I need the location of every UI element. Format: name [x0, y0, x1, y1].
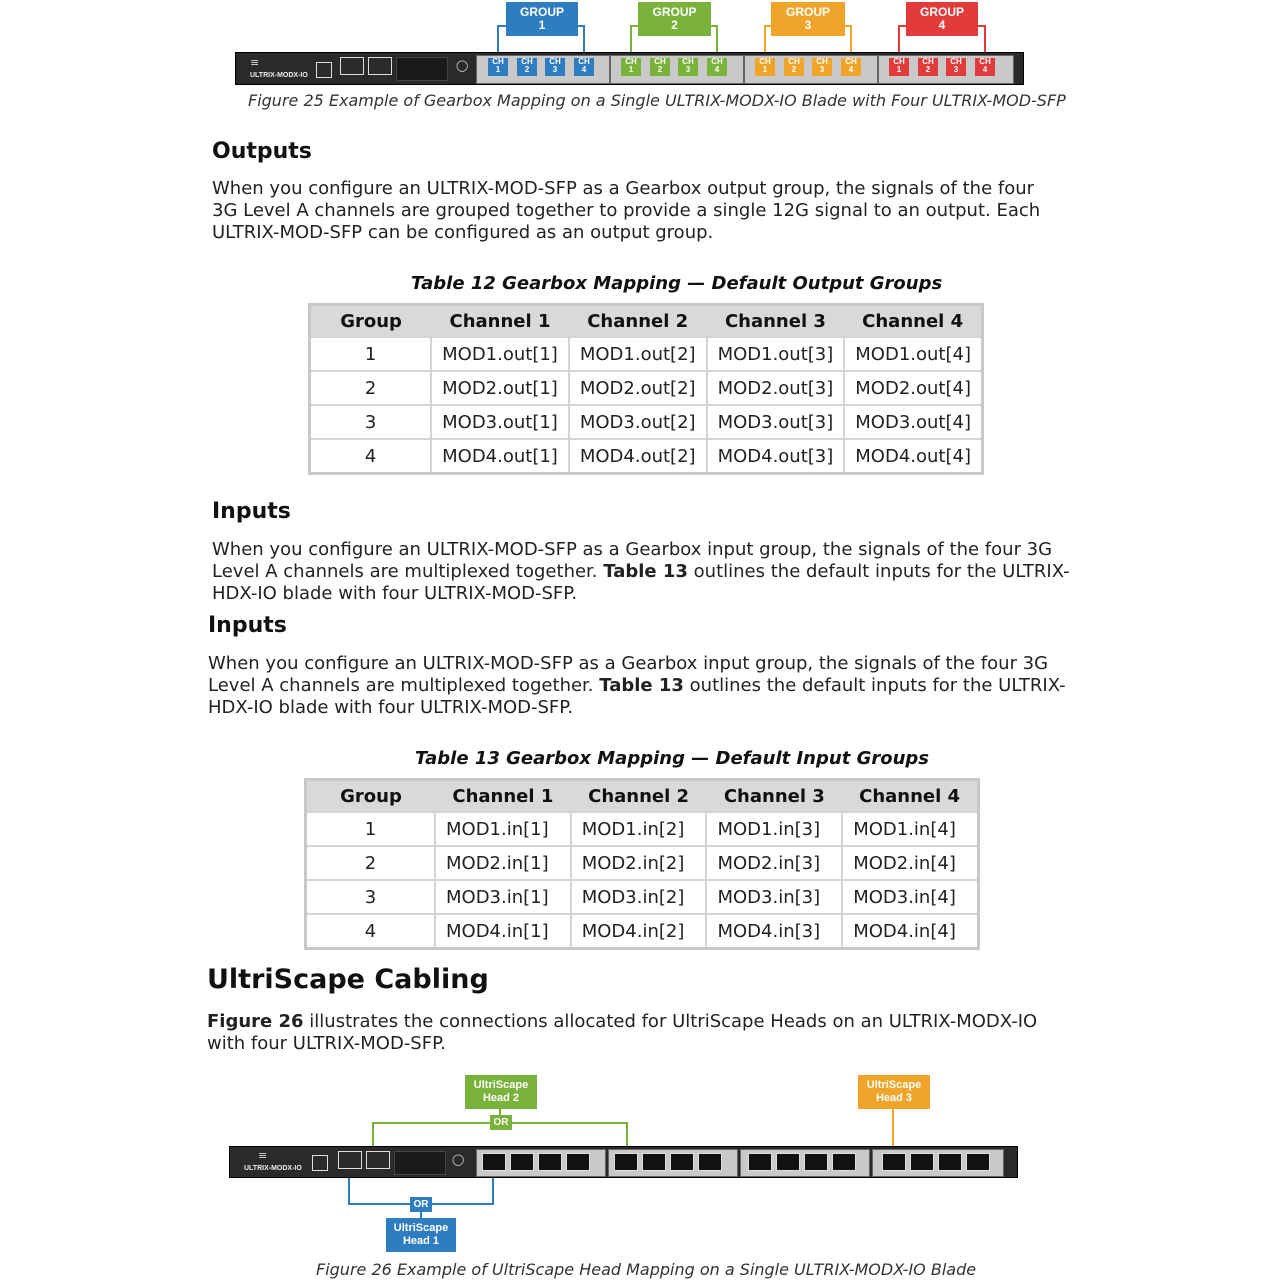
group-4-tag: GROUP 4 — [906, 2, 978, 36]
sfp-port — [832, 1153, 856, 1171]
sfp-port — [482, 1153, 506, 1171]
sfp-port — [910, 1153, 934, 1171]
rj45-port-b — [368, 57, 392, 75]
column-header: Group — [310, 305, 432, 338]
column-header: Channel 4 — [844, 305, 982, 338]
outputs-heading: Outputs — [212, 139, 312, 164]
usb-icon: ≡ — [250, 56, 260, 69]
sfp-port — [938, 1153, 962, 1171]
group4-ch3: CH 3 — [946, 58, 966, 76]
sfp-port — [748, 1153, 772, 1171]
table-cell: 3 — [310, 405, 432, 439]
table-cell: MOD2.in[3] — [706, 846, 842, 880]
table-cell: MOD4.in[2] — [571, 914, 707, 949]
table-header-row — [310, 305, 983, 338]
group3-ch3: CH 3 — [812, 58, 832, 76]
sfp-port — [510, 1153, 534, 1171]
group4-ch2: CH 2 — [918, 58, 938, 76]
table-cell: MOD4.out[3] — [707, 439, 845, 474]
rj45-port-b — [366, 1151, 390, 1169]
column-header: Channel 2 — [571, 780, 707, 813]
table-cell: MOD3.in[1] — [435, 880, 571, 914]
sfp-port — [614, 1153, 638, 1171]
column-header: Channel 1 — [431, 305, 569, 338]
table-13-reference: Table 13 — [603, 561, 688, 582]
table-row — [310, 337, 983, 371]
table-12-caption: Table 12 Gearbox Mapping — Default Output Groups — [411, 273, 943, 294]
table-cell: MOD2.out[4] — [844, 371, 982, 405]
sfp-port — [538, 1153, 562, 1171]
grid-connector-icon — [312, 1155, 328, 1171]
group4-ch1: CH 1 — [889, 58, 909, 76]
table-cell: 3 — [306, 880, 436, 914]
table-13-caption: Table 13 Gearbox Mapping — Default Input Groups — [415, 748, 929, 769]
group2-ch2: CH 2 — [650, 58, 670, 76]
sfp-port — [642, 1153, 666, 1171]
table-cell: MOD2.in[2] — [571, 846, 707, 880]
table-cell: MOD2.out[3] — [707, 371, 845, 405]
table-cell: MOD3.in[3] — [706, 880, 842, 914]
group4-ch4: CH 4 — [975, 58, 995, 76]
group2-ch1: CH 1 — [621, 58, 641, 76]
table-row — [310, 371, 983, 405]
table-cell: MOD4.in[3] — [706, 914, 842, 949]
ultriscape-head-2-tag: UltriScape Head 2 — [465, 1075, 537, 1109]
grid-connector-icon — [316, 62, 332, 78]
blade-label: ULTRIX-MODX-IO — [244, 1165, 302, 1172]
table-cell: 4 — [306, 914, 436, 949]
group-2-tag: GROUP 2 — [638, 2, 711, 36]
ultriscape-head-1-tag: UltriScape Head 1 — [386, 1218, 456, 1252]
table-cell: MOD3.out[1] — [431, 405, 569, 439]
table-row — [306, 914, 979, 949]
table-row — [310, 405, 983, 439]
table-cell: MOD3.out[2] — [569, 405, 707, 439]
table-cell: MOD2.out[1] — [431, 371, 569, 405]
blade-label: ULTRIX-MODX-IO — [250, 72, 308, 79]
outputs-paragraph: When you configure an ULTRIX-MOD-SFP as a Gearbox output group, the signals of the four 3G Level A channels are grouped together to provide a single 12G signal to an output. Each ULTRIX-MOD-SFP can be configured as an output group. — [212, 178, 1041, 243]
table-cell: MOD1.out[4] — [844, 337, 982, 371]
table-header-row — [306, 780, 979, 813]
or-label-blue: OR — [410, 1197, 432, 1212]
rj45-port-a — [338, 1151, 362, 1169]
sfp-port — [670, 1153, 694, 1171]
group-3-tag: GROUP 3 — [771, 2, 845, 36]
figure-26-caption: Figure 26 Example of UltriScape Head Mapping on a Single ULTRIX-MODX-IO Blade — [316, 1260, 977, 1279]
table-cell: MOD4.out[1] — [431, 439, 569, 474]
table-row — [306, 880, 979, 914]
sfp-port — [804, 1153, 828, 1171]
table-cell: MOD3.out[4] — [844, 405, 982, 439]
inputs-heading-duplicate: Inputs — [208, 613, 287, 638]
table-cell: 1 — [306, 812, 436, 846]
table-row — [306, 846, 979, 880]
table-row — [310, 439, 983, 474]
table-13 — [304, 778, 980, 950]
table-cell: 4 — [310, 439, 432, 474]
figure-25-caption: Figure 25 Example of Gearbox Mapping on a Single ULTRIX-MODX-IO Blade with Four ULTRIX-MOD-SFP — [248, 91, 1066, 110]
cabling-paragraph: Figure 26 illustrates the connections allocated for UltriScape Heads on an ULTRIX-MODX-IO with four ULTRIX-MOD-SFP. — [207, 1011, 1038, 1054]
power-icon: ◯ — [452, 1153, 465, 1166]
sfp-port — [882, 1153, 906, 1171]
table-cell: MOD2.in[1] — [435, 846, 571, 880]
sfp-port — [966, 1153, 990, 1171]
table-cell: MOD4.out[4] — [844, 439, 982, 474]
table-cell: MOD4.in[1] — [435, 914, 571, 949]
table-cell: MOD1.in[2] — [571, 812, 707, 846]
table-cell: 2 — [310, 371, 432, 405]
column-header: Channel 4 — [842, 780, 978, 813]
table-cell: MOD1.in[3] — [706, 812, 842, 846]
inputs-paragraph-duplicate: When you configure an ULTRIX-MOD-SFP as a Gearbox input group, the signals of the four 3G Level A channels are multiplexed together. Table 13 outlines the default inputs for the ULTRIX-HDX-IO blade with four ULTRIX-MOD-SFP. — [208, 653, 1066, 718]
table-cell: MOD4.out[2] — [569, 439, 707, 474]
inputs-paragraph: When you configure an ULTRIX-MOD-SFP as a Gearbox input group, the signals of the four 3G Level A channels are multiplexed together. Table 13 outlines the default inputs for the ULTRIX-HDX-IO blade with four ULTRIX-MOD-SFP. — [212, 539, 1070, 604]
usb-icon: ≡ — [258, 1149, 268, 1162]
group1-ch1: CH 1 — [488, 58, 508, 76]
table-cell: MOD1.in[4] — [842, 812, 978, 846]
group2-ch4: CH 4 — [707, 58, 727, 76]
table-cell: MOD3.in[4] — [842, 880, 978, 914]
group3-ch4: CH 4 — [841, 58, 861, 76]
group2-ch3: CH 3 — [678, 58, 698, 76]
table-row — [306, 812, 979, 846]
table-cell: 1 — [310, 337, 432, 371]
column-header: Channel 1 — [435, 780, 571, 813]
or-label-green: OR — [490, 1115, 512, 1130]
sfp-port — [698, 1153, 722, 1171]
sfp-port — [566, 1153, 590, 1171]
group3-ch2: CH 2 — [784, 58, 804, 76]
group3-ch1: CH 1 — [755, 58, 775, 76]
table-cell: MOD1.out[2] — [569, 337, 707, 371]
table-13-reference: Table 13 — [599, 675, 684, 696]
column-header: Channel 3 — [706, 780, 842, 813]
table-cell: MOD1.out[3] — [707, 337, 845, 371]
table-cell: MOD3.in[2] — [571, 880, 707, 914]
column-header: Channel 3 — [707, 305, 845, 338]
column-header: Group — [306, 780, 436, 813]
ultriscape-head-3-tag: UltriScape Head 3 — [858, 1075, 930, 1109]
table-cell: MOD3.out[3] — [707, 405, 845, 439]
group1-ch4: CH 4 — [574, 58, 594, 76]
group1-ch3: CH 3 — [545, 58, 565, 76]
rj45-port-a — [340, 57, 364, 75]
group-1-tag: GROUP 1 — [506, 2, 578, 36]
figure-26-reference: Figure 26 — [207, 1011, 304, 1032]
group1-ch2: CH 2 — [517, 58, 537, 76]
table-cell: MOD2.out[2] — [569, 371, 707, 405]
table-cell: MOD4.in[4] — [842, 914, 978, 949]
blank-slot — [396, 57, 448, 81]
column-header: Channel 2 — [569, 305, 707, 338]
inputs-heading: Inputs — [212, 499, 291, 524]
blank-slot — [394, 1151, 446, 1175]
table-cell: 2 — [306, 846, 436, 880]
table-cell: MOD2.in[4] — [842, 846, 978, 880]
table-cell: MOD1.in[1] — [435, 812, 571, 846]
table-12 — [308, 303, 984, 475]
cabling-heading: UltriScape Cabling — [207, 964, 489, 995]
table-cell: MOD1.out[1] — [431, 337, 569, 371]
sfp-port — [776, 1153, 800, 1171]
power-icon: ◯ — [456, 59, 469, 72]
